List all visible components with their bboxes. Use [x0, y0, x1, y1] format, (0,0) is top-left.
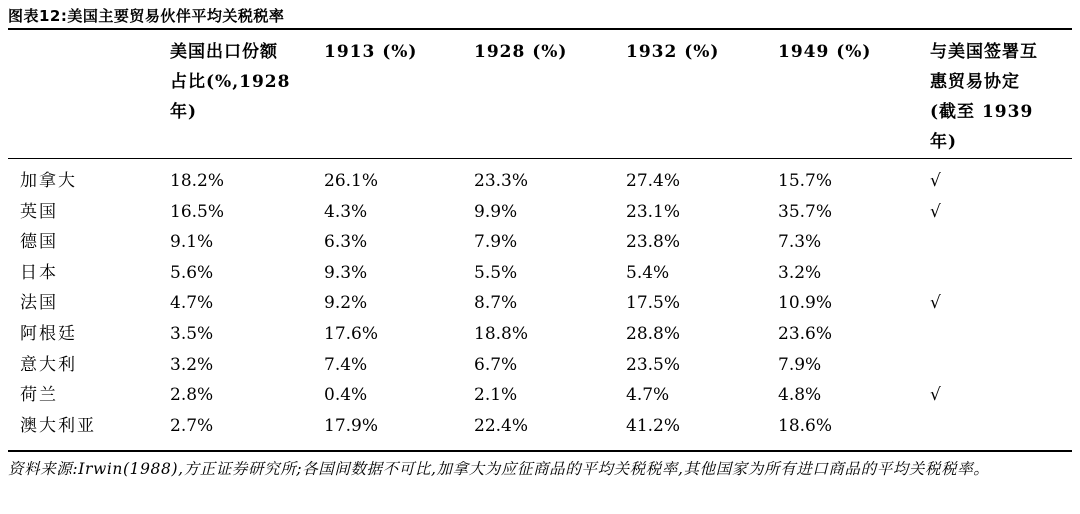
table-row [0, 412, 1080, 443]
tariff-1932-cell: 23.5% [626, 354, 681, 375]
header-trade-agreement-line2: 惠贸易协定 [930, 72, 1020, 92]
agreement-check-cell: √ [930, 385, 941, 406]
tariff-1949-cell: 15.7% [778, 171, 833, 191]
tariff-1932-cell: 41.2% [626, 415, 681, 436]
tariff-1932-cell: 23.1% [626, 201, 681, 222]
tariff-1932-cell: 5.4% [626, 262, 670, 283]
tariff-1928-cell: 22.4% [474, 415, 529, 436]
tariff-1932-cell: 4.7% [626, 385, 670, 406]
tariff-1913-cell: 0.4% [324, 385, 368, 406]
tariff-1949-cell: 4.8% [778, 385, 822, 406]
agreement-check-cell: √ [930, 201, 941, 222]
header-trade-agreement-line4: 年) [930, 132, 958, 152]
tariff-1928-cell: 7.9% [474, 232, 518, 253]
export-share-cell: 2.7% [170, 415, 214, 436]
export-share-cell: 16.5% [170, 201, 225, 222]
table-row [0, 289, 1080, 320]
header-1949: 1949 (%) [778, 42, 872, 62]
tariff-1949-cell: 7.3% [778, 232, 822, 253]
country-cell: 日本 [20, 262, 58, 283]
tariff-1949-cell: 35.7% [778, 201, 833, 222]
header-export-share-line1: 美国出口份额 [170, 42, 278, 62]
tariff-1932-cell: 23.8% [626, 232, 681, 253]
header-export-share [170, 37, 310, 127]
export-share-cell: 5.6% [170, 262, 214, 283]
tariff-1913-cell: 9.2% [324, 293, 368, 314]
tariff-1913-cell: 26.1% [324, 171, 379, 191]
tariff-1928-cell: 6.7% [474, 354, 518, 375]
country-cell: 法国 [20, 293, 58, 314]
country-cell: 英国 [20, 201, 58, 222]
tariff-1932-cell: 17.5% [626, 293, 681, 314]
tariff-1928-cell: 5.5% [474, 262, 518, 283]
country-cell: 意大利 [20, 354, 77, 375]
export-share-cell: 2.8% [170, 385, 214, 406]
table-row [0, 351, 1080, 382]
tariff-1949-cell: 23.6% [778, 323, 833, 344]
tariff-1913-cell: 4.3% [324, 201, 368, 222]
table-row [0, 228, 1080, 259]
header-1932: 1932 (%) [626, 42, 720, 62]
tariff-1949-cell: 3.2% [778, 262, 822, 283]
tariff-1932-cell: 27.4% [626, 171, 681, 191]
table-top-rule [8, 28, 1072, 30]
table-body [0, 167, 1080, 442]
header-export-share-line2: 占比(%,1928 [170, 72, 291, 92]
table-row [0, 198, 1080, 229]
country-cell: 阿根廷 [20, 323, 77, 344]
agreement-check-cell: √ [930, 293, 941, 314]
table-bottom-rule [8, 450, 1072, 452]
figure-title: 图表12:美国主要贸易伙伴平均关税税率 [8, 7, 285, 25]
header-trade-agreement-line1: 与美国签署互 [930, 42, 1038, 62]
table-row [0, 320, 1080, 351]
table-row [0, 381, 1080, 412]
tariff-1928-cell: 8.7% [474, 293, 518, 314]
header-trade-agreement-line3: (截至 1939 [930, 102, 1034, 122]
tariff-1949-cell: 10.9% [778, 293, 833, 314]
export-share-cell: 3.2% [170, 354, 214, 375]
table-row [0, 167, 1080, 198]
header-divider-rule [8, 158, 1072, 159]
export-share-cell: 3.5% [170, 323, 214, 344]
table-row [0, 259, 1080, 290]
header-trade-agreement [930, 37, 1062, 157]
tariff-1913-cell: 6.3% [324, 232, 368, 253]
country-cell: 荷兰 [20, 385, 58, 406]
source-note: 资料来源:Irwin(1988),方正证券研究所;各国间数据不可比,加拿大为应征商品的平均关税税率,其他国家为所有进口商品的平均关税税率。 [8, 460, 990, 478]
tariff-1913-cell: 7.4% [324, 354, 368, 375]
tariff-1949-cell: 18.6% [778, 415, 833, 436]
header-export-share-line3: 年) [170, 102, 198, 122]
tariff-1928-cell: 9.9% [474, 201, 518, 222]
tariff-1913-cell: 17.6% [324, 323, 379, 344]
export-share-cell: 4.7% [170, 293, 214, 314]
tariff-1932-cell: 28.8% [626, 323, 681, 344]
tariff-1928-cell: 23.3% [474, 171, 529, 191]
country-cell: 澳大利亚 [20, 415, 96, 436]
header-1928: 1928 (%) [474, 42, 568, 62]
agreement-check-cell: √ [930, 171, 941, 191]
tariff-1913-cell: 9.3% [324, 262, 368, 283]
export-share-cell: 18.2% [170, 171, 225, 191]
country-cell: 加拿大 [20, 171, 77, 191]
tariff-1949-cell: 7.9% [778, 354, 822, 375]
country-cell: 德国 [20, 232, 58, 253]
header-1913: 1913 (%) [324, 42, 418, 62]
tariff-1928-cell: 18.8% [474, 323, 529, 344]
export-share-cell: 9.1% [170, 232, 214, 253]
tariff-1928-cell: 2.1% [474, 385, 518, 406]
tariff-1913-cell: 17.9% [324, 415, 379, 436]
